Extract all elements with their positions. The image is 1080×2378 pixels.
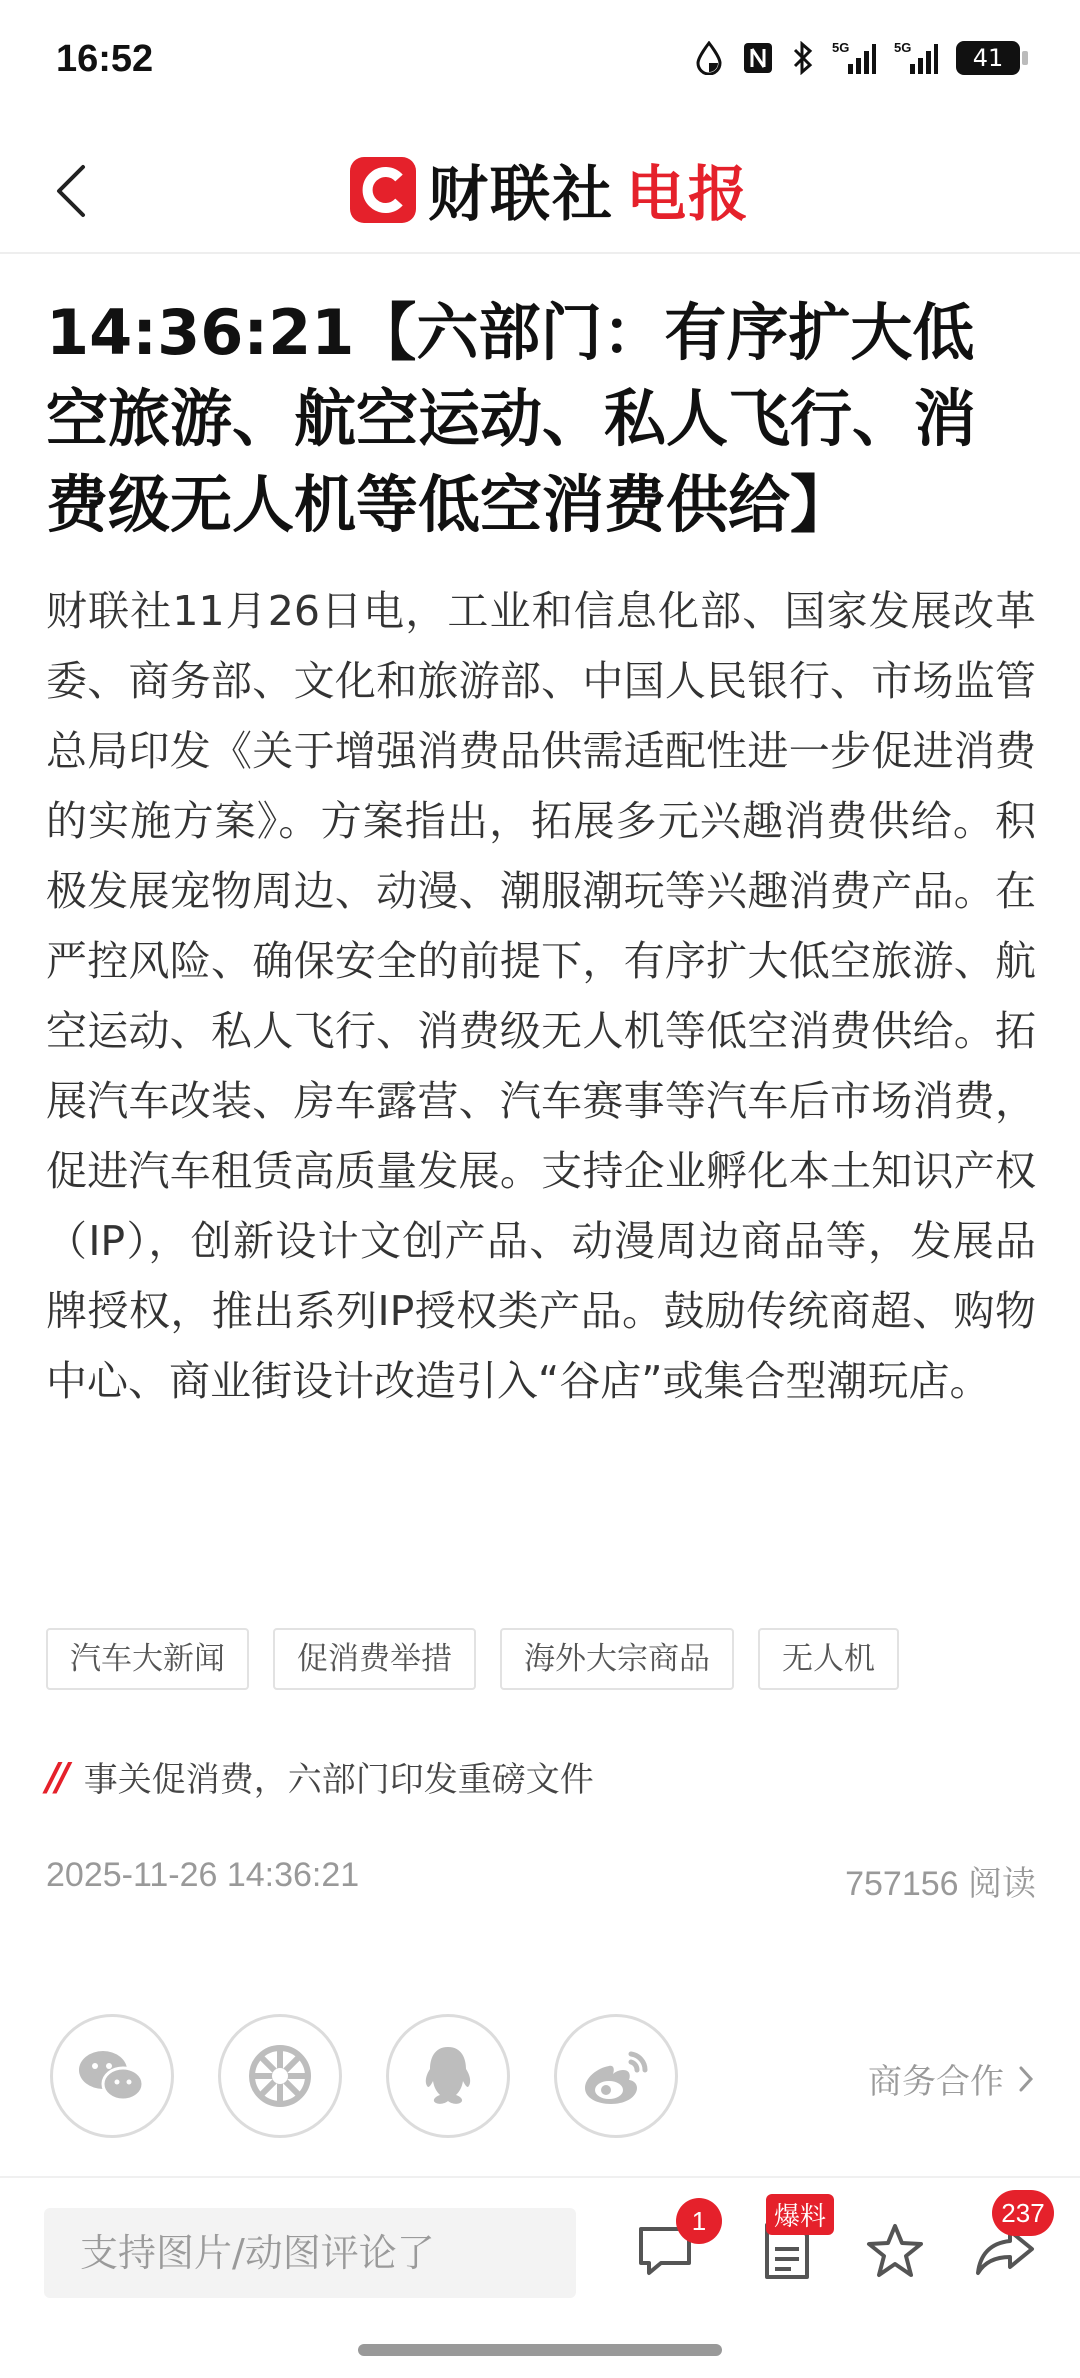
tag-item[interactable]: 无人机	[758, 1628, 899, 1690]
business-cooperation-label: 商务合作	[868, 2062, 1004, 2102]
report-badge: 爆料	[766, 2194, 834, 2235]
article-headline: 14:36:21【六部门：有序扩大低空旅游、航空运动、私人飞行、消费级无人机等低空消费供给】	[46, 296, 977, 541]
topic-title: 事关促消费，六部门印发重磅文件	[83, 1760, 594, 1800]
status-icons	[694, 40, 1020, 76]
wechat-icon	[75, 2046, 149, 2106]
signal-5g-icon	[832, 40, 876, 76]
tag-item[interactable]: 海外大宗商品	[500, 1628, 734, 1690]
moments-icon	[246, 2042, 314, 2110]
comment-input[interactable]: 支持图片/动图评论了	[44, 2208, 576, 2298]
share-moments-button[interactable]	[218, 2014, 342, 2138]
share-qq-button[interactable]	[386, 2014, 510, 2138]
tag-list	[46, 1628, 899, 1690]
favorite-button[interactable]	[860, 2216, 930, 2286]
status-bar	[0, 0, 1080, 120]
qq-icon	[420, 2043, 476, 2109]
signal-5g-icon	[894, 40, 938, 76]
battery-indicator: 41	[956, 41, 1020, 75]
chevron-left-icon	[53, 163, 89, 219]
tag-item[interactable]: 促消费举措	[273, 1628, 476, 1690]
read-count: 757156 阅读	[845, 1865, 1036, 1903]
tag-item[interactable]: 汽车大新闻	[46, 1628, 249, 1690]
share-count-badge: 237	[992, 2190, 1054, 2236]
comment-button[interactable]	[630, 2206, 707, 2286]
back-button[interactable]	[36, 156, 106, 226]
share-button[interactable]	[970, 2198, 1045, 2286]
comment-count-badge: 1	[676, 2198, 722, 2244]
logo-text-telegraph: 电报	[626, 160, 750, 230]
logo-text-brand: 财联社	[428, 160, 614, 230]
publish-datetime: 2025-11-26 14:36:21	[46, 1856, 360, 1894]
nfc-icon	[742, 41, 774, 75]
bluetooth-icon	[792, 41, 814, 75]
business-cooperation-link[interactable]	[868, 2054, 1034, 2103]
report-button[interactable]	[752, 2202, 827, 2286]
star-icon	[865, 2222, 925, 2280]
svg-text:5G: 5G	[832, 40, 850, 55]
drop-icon	[694, 41, 724, 75]
svg-text:5G: 5G	[894, 40, 912, 55]
app-header	[0, 130, 1080, 254]
status-time: 16:52	[56, 38, 154, 80]
article-body: 财联社11月26日电，工业和信息化部、国家发展改革委、商务部、文化和旅游部、中国人民银行、市场监管总局印发《关于增强消费品供需适配性进一步促进消费的实施方案》。方案指出，拓展多元兴趣消费供给。积极发展宠物周边、动漫、潮服潮玩等兴趣消费产品。在严控风险、确保安全的前提下，有序扩大低空旅游、航空运动、私人飞行、消费级无人机等低空消费供给。拓展汽车改装、房车露营、汽车赛事等汽车后市场消费，促进汽车租赁高质量发展。支持企业孵化本土知识产权（IP），创新设计文创产品、动漫周边商品等，发展品牌授权，推出系列IP授权类产品。鼓励传统商超、购物中心、商业街设计改造引入“谷店”或集合型潮玩店。	[46, 587, 1036, 1405]
weibo-icon	[579, 2044, 653, 2108]
related-topic[interactable]	[46, 1752, 594, 1801]
logo-mark-icon	[350, 157, 416, 223]
topic-slash-icon: //	[46, 1754, 66, 1799]
share-weibo-button[interactable]	[554, 2014, 678, 2138]
home-indicator[interactable]	[358, 2344, 722, 2356]
chevron-right-icon	[1018, 2065, 1034, 2093]
article	[46, 290, 1036, 1416]
article-meta	[46, 1856, 1036, 1905]
share-row	[50, 2014, 678, 2138]
share-wechat-button[interactable]	[50, 2014, 174, 2138]
app-logo	[350, 150, 750, 230]
